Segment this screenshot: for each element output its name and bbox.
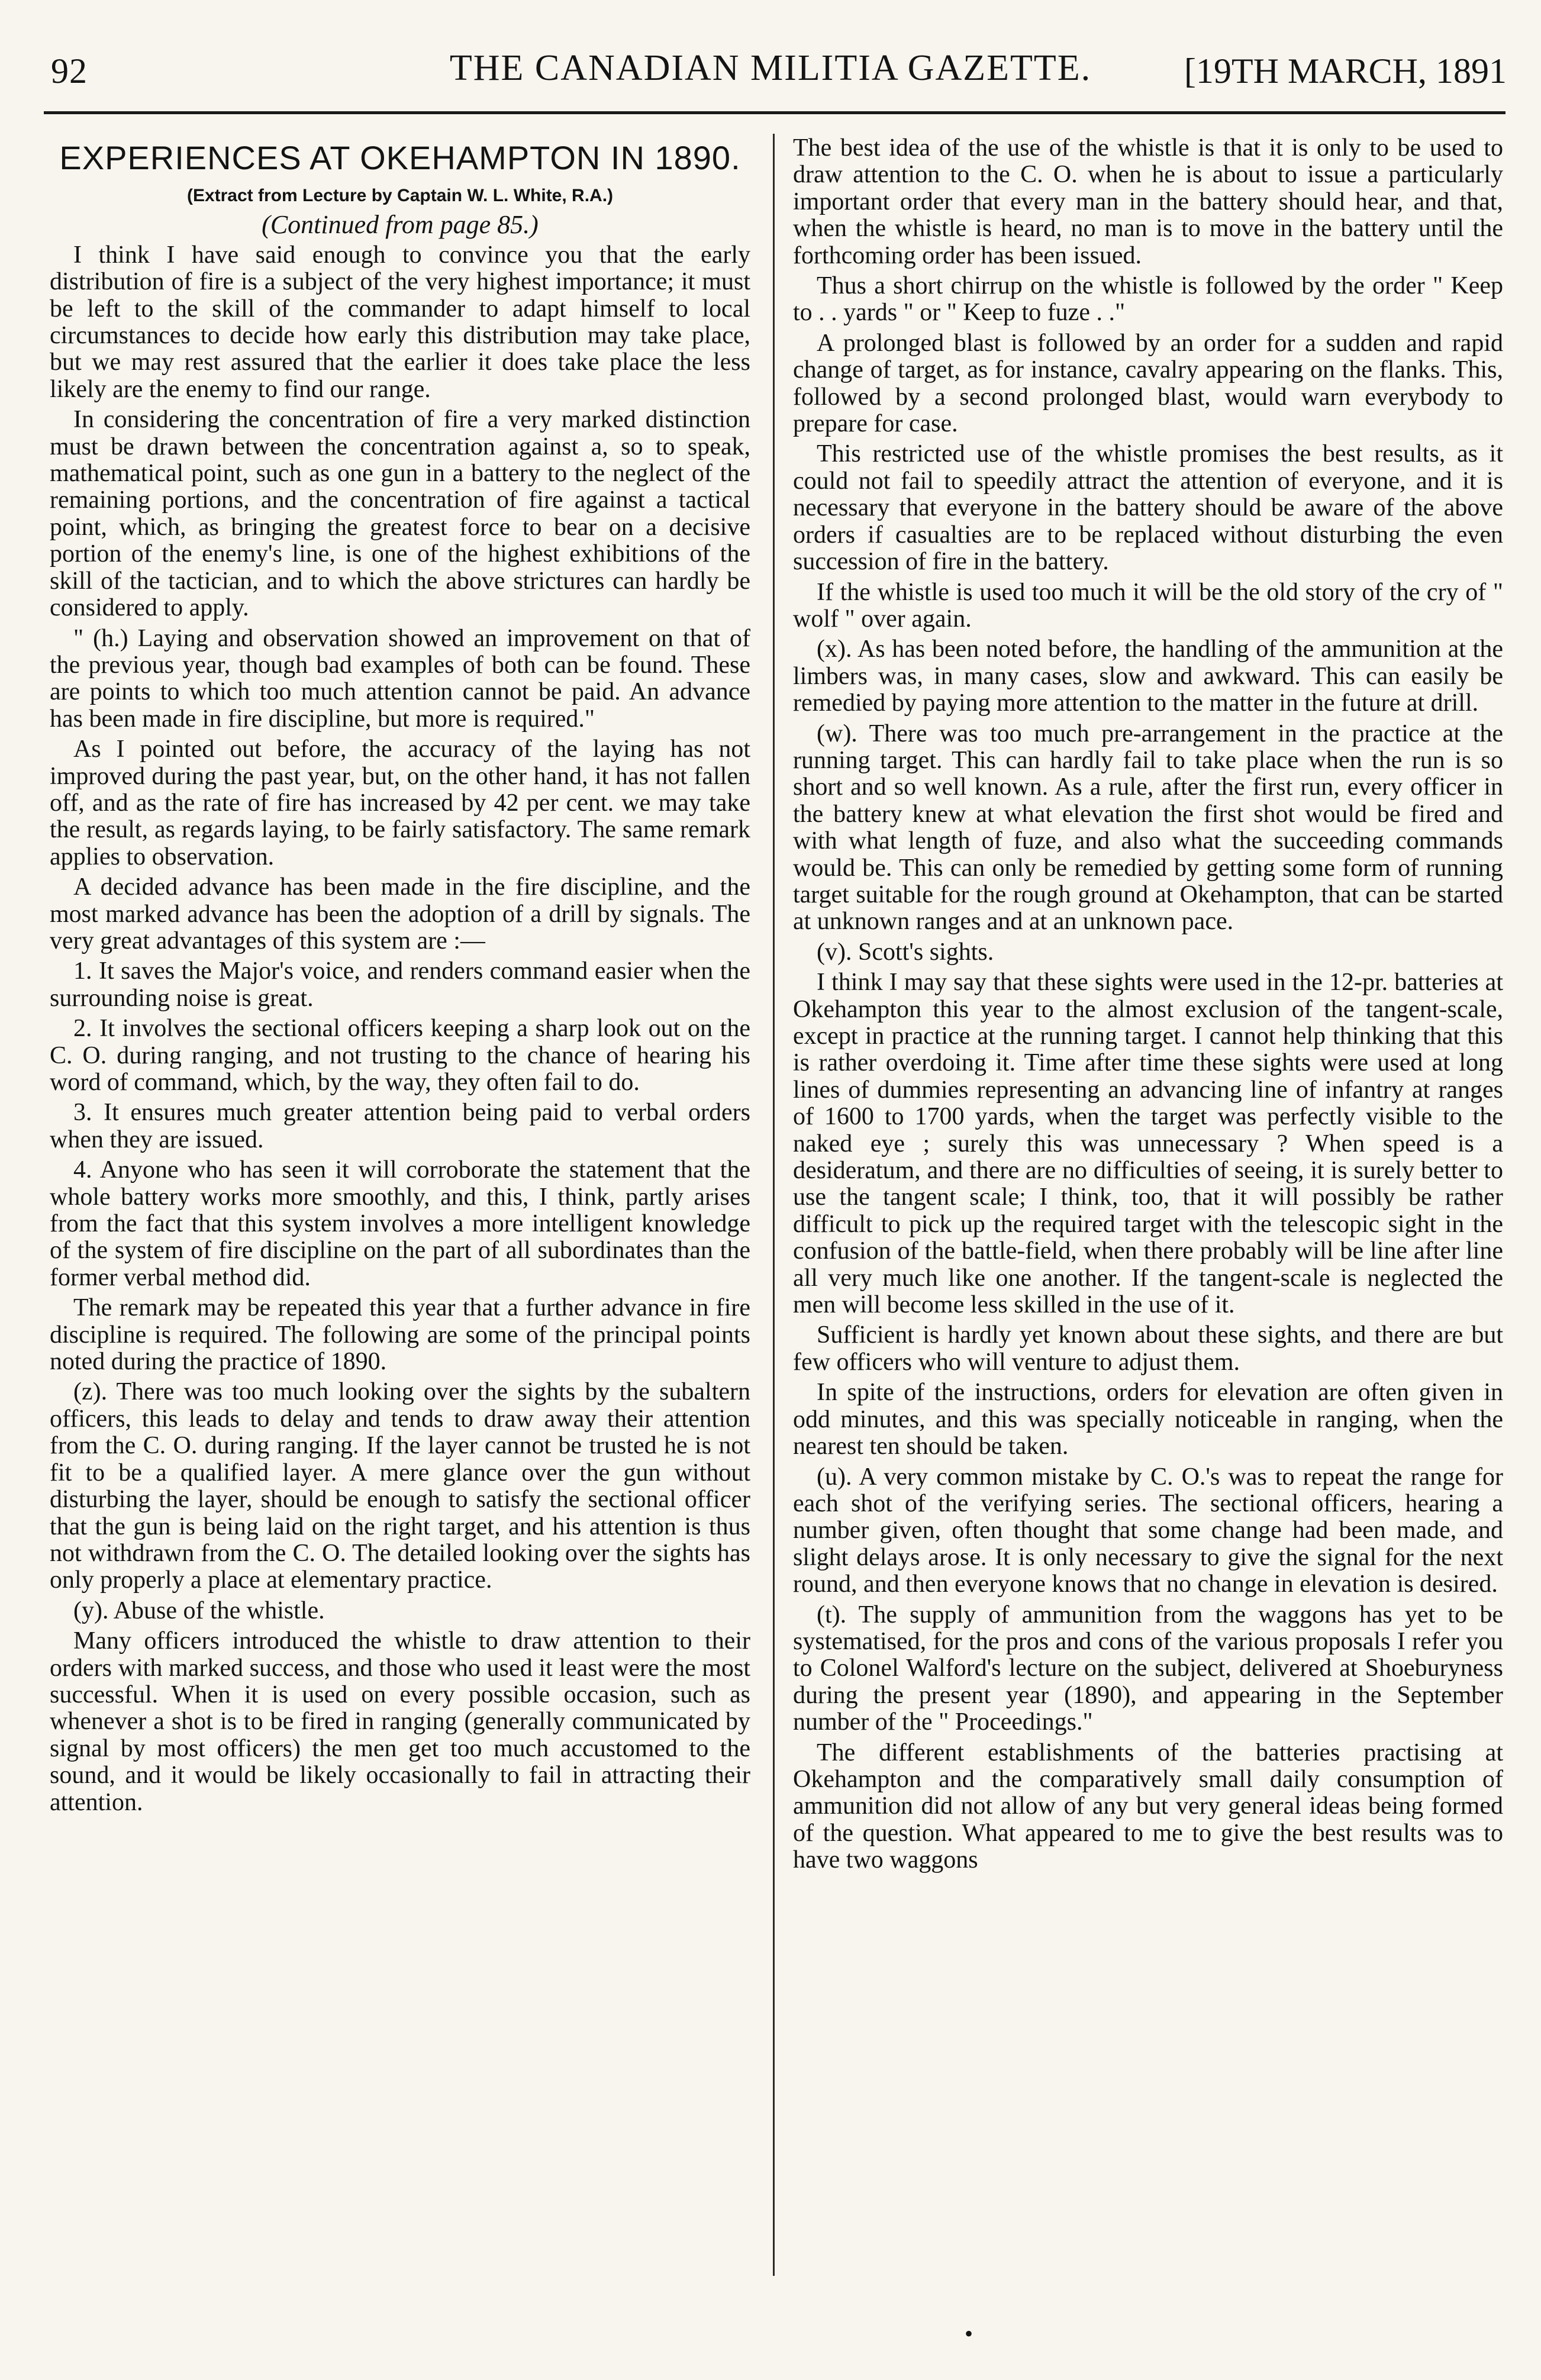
paragraph: (z). There was too much looking over the sights by the subaltern officers, this leads to delay and tends to draw away their attention from the C. O. during ranging. If the layer cannot be trusted he is not fit to be a qualified layer. A mere glance over the gun without disturbing the layer, should be enough to satisfy the sectional officer that the gun is being laid on the right target, and his attention is thus not withdrawn from the C. O. The detailed looking over the sights has only properly a place at elementary practice.: [50, 1378, 750, 1594]
page-number: 92: [51, 51, 88, 91]
page-header: [0, 0, 1541, 130]
paragraph: Many officers introduced the whistle to draw attention to their orders with marked success, and those who used it least were the most successful. When it is used on every possible occasion, such as whenever a shot is to be fired in ranging (generally communicated by signal by most officers) the men get too much accustomed to the sound, and it would be likely occasionally to fail in attracting their attention.: [50, 1627, 750, 1816]
header-rule: [44, 111, 1505, 114]
paragraph: (t). The supply of ammunition from the waggons has yet to be systematised, for the pros and cons of the various proposals I refer you to Colonel Walford's lecture on the subject, delivered at Shoeburyness during the present year (1890), and appearing in the September number of the " Proceedings.": [793, 1601, 1503, 1736]
paragraph: The remark may be repeated this year that a further advance in fire discipline is required. The following are some of the principal points noted during the practice of 1890.: [50, 1294, 750, 1376]
footer-mark: •: [965, 2320, 973, 2347]
paragraph: (x). As has been noted before, the handling of the ammunition at the limbers was, in many cases, slow and awkward. This can easily be remedied by paying more attention to the matter in the future at drill.: [793, 636, 1503, 717]
paragraph: Thus a short chirrup on the whistle is followed by the order " Keep to . . yards " or " Keep to fuze . .": [793, 272, 1503, 327]
paragraph: (v). Scott's sights.: [817, 938, 994, 966]
paragraph: 4. Anyone who has seen it will corroborate the statement that the whole battery works more smoothly, and this, I think, partly arises from the fact that this system involves a more intelligent knowledge of the system of fire discipline on the part of all subordinates than the former verbal method did.: [50, 1156, 750, 1291]
continued-note: (Continued from page 85.): [262, 210, 539, 240]
right-column: [793, 135, 1503, 2289]
paragraph: 1. It saves the Major's voice, and renders command easier when the surrounding noise is great.: [50, 957, 750, 1012]
paragraph: In considering the concentration of fire a very marked distinction must be drawn between the concentration against a, so to speak, mathematical point, such as one gun in a battery to the neglect of the remaining portions, and the concentration of fire against a tactical point, which, as bringing the greatest force to bear on a decisive portion of the enemy's line, is one of the highest exhibitions of the skill of the tactician, and to which the above strictures can hardly be considered to apply.: [50, 406, 750, 622]
paragraph: (w). There was too much pre-arrangement in the practice at the running target. This can hardly fail to take place when the run is so short and so well known. As a rule, after the first run, every officer in the battery knew at what elevation the first shot would be fired and with what length of fuze, and also what the succeeding commands would be. This can only be remedied by getting some form of running target suitable for the rough ground at Okehampton, that can be started at unknown ranges and at an unknown pace.: [793, 720, 1503, 936]
paragraph: " (h.) Laying and observation showed an improvement on that of the previous year, though bad examples of both can be found. These are points to which too much attention cannot be paid. An advance has been made in fire discipline, but more is required.": [50, 624, 750, 733]
paragraph: This restricted use of the whistle promises the best results, as it could not fail to speedily attract the attention of everyone, and it is necessary that everyone in the battery should be aware of the above orders if casualties are to be replaced without disturbing the even succession of fire in the battery.: [793, 440, 1503, 576]
left-column: [50, 135, 750, 2289]
issue-date: [19TH MARCH, 1891: [1184, 51, 1507, 91]
paragraph: I think I have said enough to convince you that the early distribution of fire is a subject of the very highest importance; it must be left to the skill of the commander to adapt himself to local circumstances to decide how early this distribution may take place, but we may rest assured that the earlier it does take place the less likely are the enemy to find our range.: [50, 241, 750, 403]
paragraph: 2. It involves the sectional officers keeping a sharp look out on the C. O. during ranging, and not trusting to the chance of hearing his word of command, which, by the way, they often fail to do.: [50, 1015, 750, 1096]
newspaper-title: THE CANADIAN MILITIA GAZETTE.: [449, 48, 1092, 88]
paragraph: (u). A very common mistake by C. O.'s was to repeat the range for each shot of the verifying series. The sectional officers, hearing a number given, often thought that some change had been made, and slight delays arose. It is only necessary to give the signal for the next round, and then everyone knows that no change in elevation is desired.: [793, 1463, 1503, 1598]
paragraph: As I pointed out before, the accuracy of the laying has not improved during the past year, but, on the other hand, it has not fallen off, and as the rate of fire has increased by 42 per cent. we may take the result, as regards laying, to be fairly satisfactory. The same remark applies to observation.: [50, 736, 750, 870]
article-subtitle: (Extract from Lecture by Captain W. L. White, R.A.): [186, 186, 614, 205]
paragraph: I think I may say that these sights were used in the 12-pr. batteries at Okehampton this year to the almost exclusion of the tangent-scale, except in practice at the running target. I cannot help thinking that this is rather overdoing it. Time after time these sights were used at long lines of dummies representing an advancing line of infantry at ranges of 1600 to 1700 yards, when the target was perfectly visible to the naked eye ; surely this was unnecessary ? When speed is a desideratum, and there are no difficulties of seeing, it is surely better to use the tangent scale; I think, too, that it will possibly be rather difficult to pick up the required target with the telescopic sight in the confusion of the battle-field, when there probably will be line after line all very much like one another. If the tangent-scale is neglected the men will become less skilled in the use of it.: [793, 969, 1503, 1319]
paragraph: (y). Abuse of the whistle.: [73, 1597, 325, 1624]
paragraph: A prolonged blast is followed by an order for a sudden and rapid change of target, as for instance, cavalry appearing on the flanks. This, followed by a second prolonged blast, would warn everybody to prepare for case.: [793, 329, 1503, 438]
paragraph: A decided advance has been made in the fire discipline, and the most marked advance has been the adoption of a drill by signals. The very great advantages of this system are :—: [50, 873, 750, 954]
column-divider: [773, 134, 775, 2276]
paragraph: In spite of the instructions, orders for elevation are often given in odd minutes, and this was specially noticeable in ranging, when the nearest ten should be taken.: [793, 1379, 1503, 1460]
paragraph: If the whistle is used too much it will be the old story of the cry of " wolf " over again.: [793, 578, 1503, 633]
paragraph: The different establishments of the batteries practising at Okehampton and the comparatively small daily consumption of ammunition did not allow of any but very general ideas being formed of the question. What appeared to me to give the best results was to have two waggons: [793, 1739, 1503, 1874]
paragraph: 3. It ensures much greater attention being paid to verbal orders when they are issued.: [50, 1099, 750, 1153]
paragraph: Sufficient is hardly yet known about these sights, and there are but few officers who will venture to adjust them.: [793, 1321, 1503, 1376]
article-title: EXPERIENCES AT OKEHAMPTON IN 1890.: [59, 139, 741, 176]
paragraph: The best idea of the use of the whistle is that it is only to be used to draw attention to the C. O. when he is about to issue a particularly important order that every man in the battery should hear, and that, when the whistle is heard, no man is to move in the battery until the forthcoming order has been issued.: [793, 135, 1503, 269]
